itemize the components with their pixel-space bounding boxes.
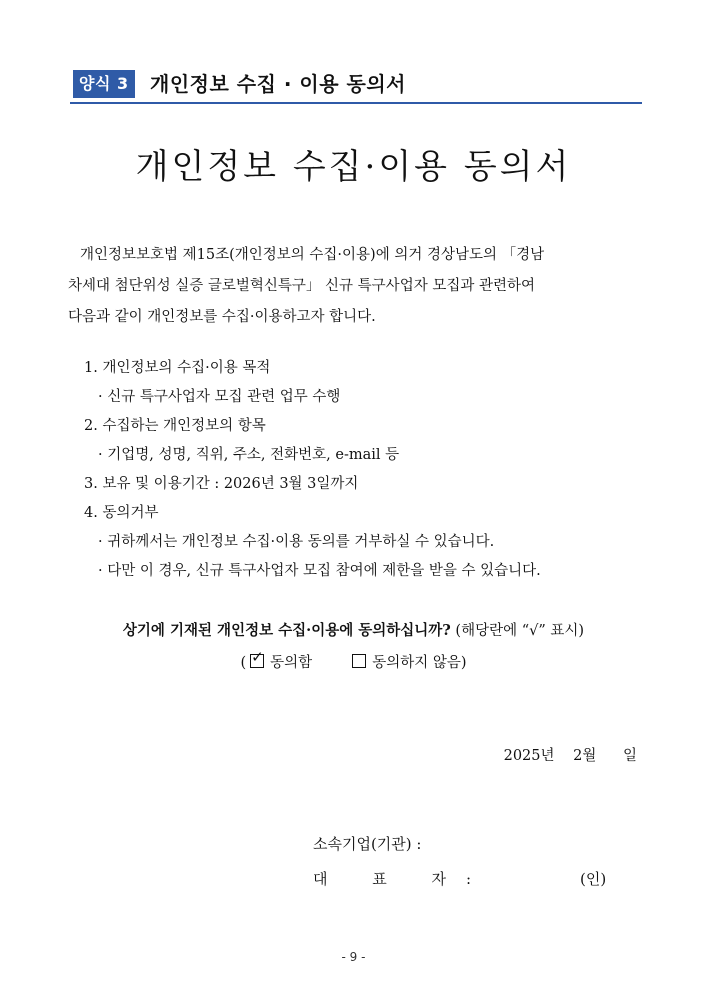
section-bullet: · 신규 특구사업자 모집 관련 업무 수행 bbox=[98, 389, 341, 405]
intro-line-1: 개인정보보호법 제15조(개인정보의 수집·이용)에 의거 경상남도의 「경남 bbox=[80, 247, 545, 263]
intro-paragraph bbox=[68, 240, 642, 333]
consent-choices bbox=[0, 648, 707, 678]
company-line bbox=[313, 830, 421, 858]
representative-colon: : bbox=[466, 870, 472, 888]
close-paren: ) bbox=[460, 655, 467, 671]
date-month: 2월 bbox=[573, 748, 597, 764]
consent-note: (해당란에 “√” 표시) bbox=[455, 623, 585, 639]
disagree-checkbox[interactable] bbox=[352, 654, 366, 668]
section-heading: 2. 수집하는 개인정보의 항목 bbox=[84, 418, 266, 434]
section-bullet: · 기업명, 성명, 직위, 주소, 전화번호, e-mail 등 bbox=[98, 447, 400, 463]
intro-line-3: 다음과 같이 개인정보를 수집·이용하고자 합니다. bbox=[68, 309, 376, 325]
date-day: 일 bbox=[622, 748, 637, 764]
check-mark-icon: ✓ bbox=[251, 648, 264, 666]
intro-line-2: 차세대 첨단위성 실증 글로벌혁신특구」 신규 특구사업자 모집과 관련하여 bbox=[68, 278, 535, 294]
disagree-label: 동의하지 않음 bbox=[372, 655, 461, 671]
representative-label: 대 표 자 bbox=[313, 870, 467, 888]
date-year: 2025년 bbox=[503, 748, 555, 764]
section-heading: 4. 동의거부 bbox=[84, 505, 159, 521]
company-label: 소속기업(기관) : bbox=[313, 835, 422, 853]
form-number-badge: 양식 3 bbox=[73, 70, 135, 98]
consent-question bbox=[0, 616, 707, 646]
page-number: - 9 - bbox=[341, 950, 366, 964]
consent-sections bbox=[84, 354, 541, 586]
section-bullet: · 다만 이 경우, 신규 특구사업자 모집 참여에 제한을 받을 수 있습니다. bbox=[98, 563, 541, 579]
section-heading: 1. 개인정보의 수집·이용 목적 bbox=[84, 360, 271, 376]
seal-mark: (인) bbox=[580, 870, 607, 888]
document-title: 개인정보 수집·이용 동의서 bbox=[135, 147, 572, 187]
section-heading: 3. 보유 및 이용기간 : 2026년 3월 3일까지 bbox=[84, 476, 359, 492]
header-title: 개인정보 수집 · 이용 동의서 bbox=[150, 72, 406, 96]
open-paren: ( bbox=[240, 655, 247, 671]
representative-line bbox=[313, 865, 471, 893]
date-line bbox=[498, 742, 637, 770]
form-header bbox=[70, 68, 642, 104]
section-bullet: · 귀하께서는 개인정보 수집·이용 동의를 거부하실 수 있습니다. bbox=[98, 534, 495, 550]
agree-checkbox[interactable] bbox=[250, 648, 264, 668]
agree-label: 동의함 bbox=[270, 655, 313, 671]
consent-question-text: 상기에 기재된 개인정보 수집·이용에 동의하십니까? bbox=[122, 622, 451, 639]
